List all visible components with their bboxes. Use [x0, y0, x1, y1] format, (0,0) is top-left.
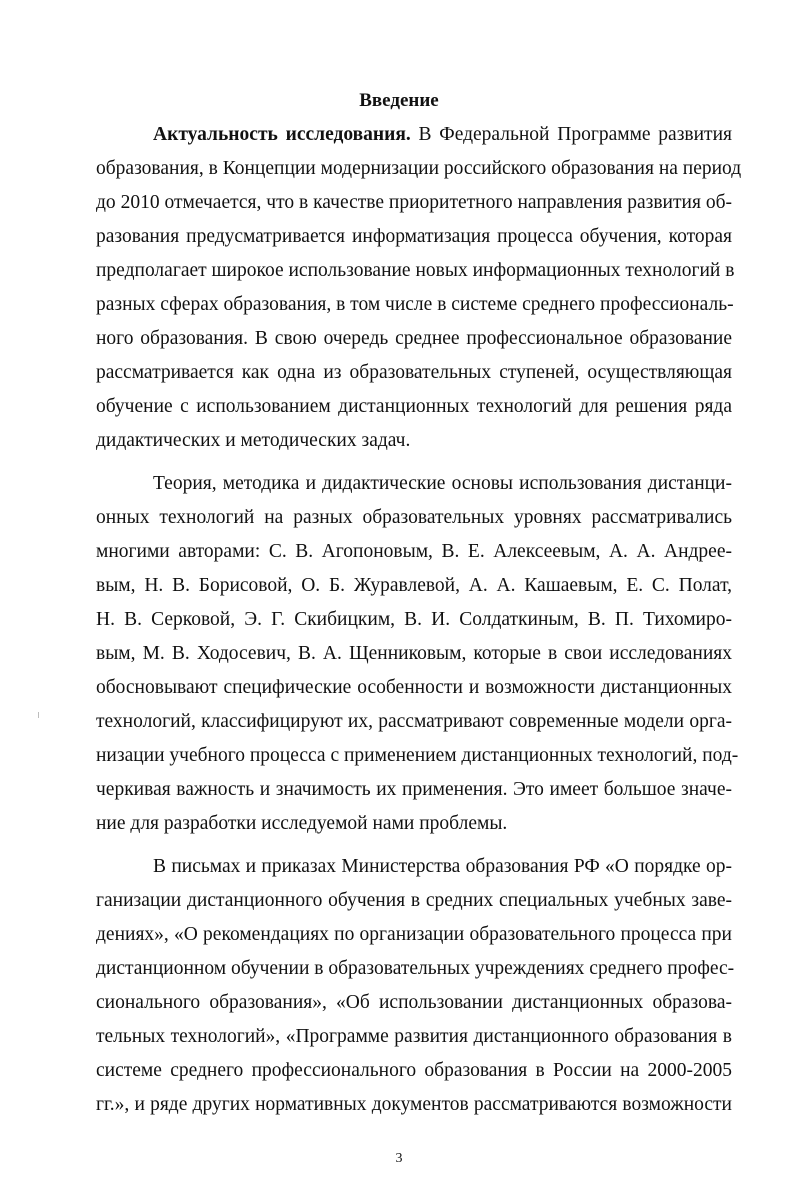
paragraph-2-line: черкивая важность и значимость их применения. Это имеет большое значе- — [96, 779, 732, 800]
paragraph-3-line: сионального образования», «Об использовании дистанционных образова- — [96, 992, 732, 1013]
paragraph-2-line: низации учебного процесса с применением дистанционных технологий, под- — [96, 745, 739, 766]
paragraph-3-line-1: В письмах и приказах Министерства образования РФ «О порядке ор- — [153, 856, 732, 877]
paragraph-2-line-1: Теория, методика и дидактические основы использования дистанци- — [153, 473, 732, 494]
paragraph-1-line-1: Актуальность исследования. В Федеральной Программе развития — [153, 124, 732, 145]
paragraph-2-line: вым, Н. В. Борисовой, О. Б. Журавлевой, А. А. Кашаевым, Е. С. Полат, — [96, 575, 732, 596]
paragraph-2-line: многими авторами: С. В. Агопоновым, В. Е. Алексеевым, А. А. Андрее- — [96, 541, 732, 562]
paragraph-2-line: вым, М. В. Ходосевич, В. А. Щенниковым, которые в свои исследованиях — [96, 643, 732, 664]
paragraph-1-line: ного образования. В свою очередь среднее профессиональное образование — [96, 328, 732, 349]
section-title: Введение — [359, 90, 439, 111]
paragraph-1-line: разных сферах образования, в том числе в системе среднего профессиональ- — [96, 294, 734, 315]
paragraph-1-line: образования, в Концепции модернизации российского образования на период — [96, 158, 742, 179]
paragraph-2-line: онных технологий на разных образовательных уровнях рассматривались — [96, 507, 732, 528]
paragraph-3-line: дениях», «О рекомендациях по организации образовательного процесса при — [96, 924, 732, 945]
paragraph-3-line: ганизации дистанционного обучения в средних специальных учебных заве- — [96, 890, 732, 911]
paragraph-1-line: обучение с использованием дистанционных технологий для решения ряда — [96, 396, 732, 417]
paragraph-1-line: дидактических и методических задач. — [96, 430, 411, 451]
paragraph-3-line: системе среднего профессионального образования в России на 2000-2005 — [96, 1060, 732, 1081]
paragraph-1-line: до 2010 отмечается, что в качестве приоритетного направления развития об- — [96, 192, 732, 213]
paragraph-3-line: гг.», и ряде других нормативных документов рассматриваются возможности — [96, 1094, 732, 1115]
paragraph-3-line: дистанционном обучении в образовательных учреждениях среднего профес- — [96, 958, 735, 979]
page-number: 3 — [395, 1151, 403, 1166]
paragraph-2-line: обосновывают специфические особенности и возможности дистанционных — [96, 677, 732, 698]
paragraph-1-line: рассматривается как одна из образовательных ступеней, осуществляющая — [96, 362, 732, 383]
paragraph-1-line: предполагает широкое использование новых информационных технологий в — [96, 260, 735, 281]
paragraph-1-line: разования предусматривается информатизация процесса обучения, которая — [96, 226, 732, 247]
paragraph-2-line: технологий, классифицируют их, рассматривают современные модели орга- — [96, 711, 732, 732]
paragraph-2-line: ние для разработки исследуемой нами проблемы. — [96, 813, 508, 834]
paragraph-3-line: тельных технологий», «Программе развития дистанционного образования в — [96, 1026, 732, 1047]
paragraph-lead: Актуальность исследования. — [153, 124, 411, 145]
paragraph-2-line: Н. В. Серковой, Э. Г. Скибицким, В. И. Солдаткиным, В. П. Тихомиро- — [96, 609, 732, 630]
scan-mark — [38, 712, 39, 718]
